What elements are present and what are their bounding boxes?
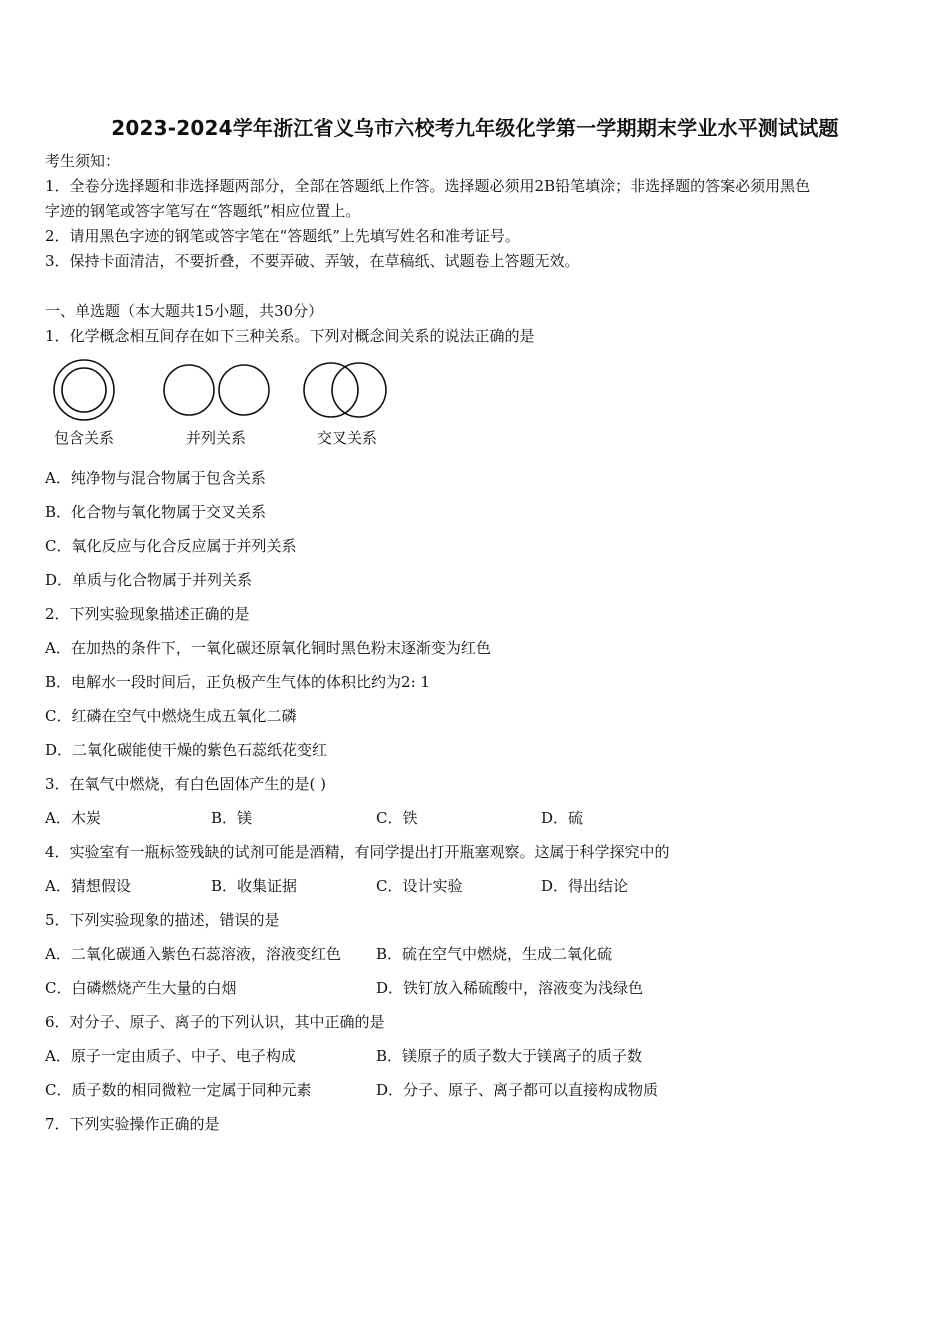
q6-option-a: A．原子一定由质子、中子、电子构成 [45,1047,296,1065]
q3-option-d: D．硫 [541,809,584,827]
q5-option-b: B．硫在空气中燃烧，生成二氧化硫 [376,945,613,963]
notice-item-2: 2．请用黑色字迹的钢笔或答字笔在“答题纸”上先填写姓名和准考证号。 [45,227,520,245]
q5-option-a: A．二氧化碳通入紫色石蕊溶液，溶液变红色 [45,945,341,963]
notice-heading: 考生须知： [45,152,121,170]
q3-option-a: A．木炭 [45,809,101,827]
q6-option-d: D．分子、原子、离子都可以直接构成物质 [376,1081,659,1099]
q6-option-c: C．质子数的相同微粒一定属于同种元素 [45,1081,312,1099]
question-1-stem: 1．化学概念相互间存在如下三种关系。下列对概念间关系的说法正确的是 [45,327,535,345]
question-2-stem: 2．下列实验现象描述正确的是 [45,605,250,623]
q5-option-c: C．白磷燃烧产生大量的白烟 [45,979,237,997]
q2-option-b: B．电解水一段时间后，正负极产生气体的体积比约为2: 1 [45,673,430,691]
question-6-stem: 6．对分子、原子、离子的下列认识，其中正确的是 [45,1013,385,1031]
notice-item-1-cont: 字迹的钢笔或答字笔写在“答题纸”相应位置上。 [45,202,361,220]
inclusion-diagram [54,360,114,420]
inclusion-label: 包含关系 [53,429,115,447]
q4-option-a: A．猜想假设 [45,877,131,895]
right-circle [219,365,269,415]
question-3-stem: 3．在氧气中燃烧，有白色固体产生的是( ) [45,775,327,793]
intersection-diagram [304,363,386,417]
question-7-stem: 7．下列实验操作正确的是 [45,1115,220,1133]
intersection-label: 交叉关系 [316,429,378,447]
question-4-stem: 4．实验室有一瓶标签残缺的试剂可能是酒精，有同学提出打开瓶塞观察。这属于科学探究中的 [45,843,670,861]
q4-option-b: B．收集证据 [211,877,298,895]
right-overlap-circle [332,363,386,417]
outer-circle [54,360,114,420]
parallel-diagram [164,365,269,415]
q3-option-c: C．铁 [376,809,418,827]
notice-item-3: 3．保持卡面清洁，不要折叠，不要弄破、弄皱，在草稿纸、试题卷上答题无效。 [45,252,580,270]
left-overlap-circle [304,363,358,417]
section-heading: 一、单选题（本大题共15小题，共30分） [45,302,324,320]
inner-circle [62,368,106,412]
q2-option-c: C．红磷在空气中燃烧生成五氧化二磷 [45,707,297,725]
q2-option-a: A．在加热的条件下，一氧化碳还原氧化铜时黑色粉末逐渐变为红色 [45,639,491,657]
concept-relationship-diagram [44,356,404,452]
notice-item-1: 1．全卷分选择题和非选择题两部分，全部在答题纸上作答。选择题必须用2B铅笔填涂；非选择题的答案必须用黑色 [45,177,811,195]
q5-option-d: D．铁钉放入稀硫酸中，溶液变为浅绿色 [376,979,644,997]
q4-option-d: D．得出结论 [541,877,629,895]
q6-option-b: B．镁原子的质子数大于镁离子的质子数 [376,1047,643,1065]
q3-option-b: B．镁 [211,809,253,827]
q1-option-d: D．单质与化合物属于并列关系 [45,571,253,589]
q1-option-c: C．氧化反应与化合反应属于并列关系 [45,537,297,555]
question-5-stem: 5．下列实验现象的描述，错误的是 [45,911,280,929]
parallel-label: 并列关系 [185,429,247,447]
q1-option-b: B．化合物与氧化物属于交叉关系 [45,503,267,521]
page-title: 2023-2024学年浙江省义乌市六校考九年级化学第一学期期末学业水平测试试题 [111,116,839,140]
left-circle [164,365,214,415]
q4-option-c: C．设计实验 [376,877,463,895]
q2-option-d: D．二氧化碳能使干燥的紫色石蕊纸花变红 [45,741,328,759]
q1-option-a: A．纯净物与混合物属于包含关系 [45,469,266,487]
